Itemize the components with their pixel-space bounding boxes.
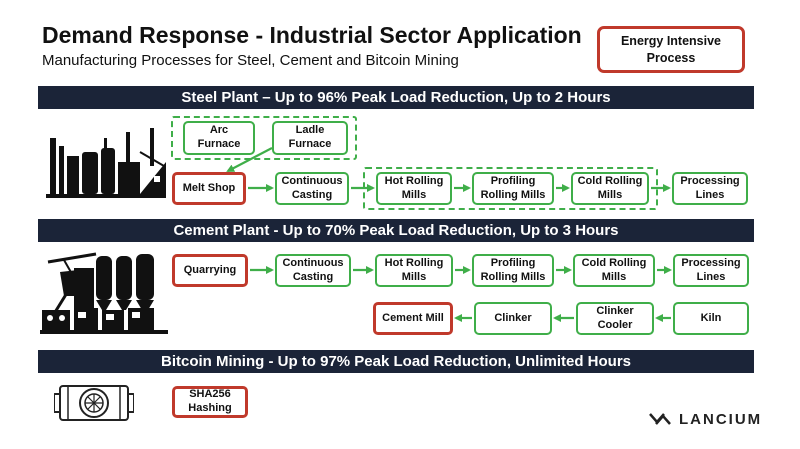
cement-processing-node: Processing Lines [673,254,749,287]
steel-plant-icon [46,122,166,198]
ladle-furnace-node: Ladle Furnace [272,121,348,155]
steel-profiling-node: Profiling Rolling Mills [472,172,554,205]
brand-name: LANCIUM [679,410,763,428]
steel-hot-rolling-node: Hot Rolling Mills [376,172,452,205]
steel-processing-node: Processing Lines [672,172,748,205]
cement-mill-node: Cement Mill [373,302,453,335]
sha256-hashing-node: SHA256 Hashing [172,386,248,418]
quarrying-node: Quarrying [172,254,248,287]
page-title: Demand Response - Industrial Sector Application [42,22,582,48]
bitcoin-banner: Bitcoin Mining - Up to 97% Peak Load Reduction, Unlimited Hours [38,350,754,373]
lancium-logo [648,408,762,430]
clinker-cooler-node: Clinker Cooler [576,302,654,335]
cement-banner: Cement Plant - Up to 70% Peak Load Reduction, Up to 3 Hours [38,219,754,242]
page-subtitle: Manufacturing Processes for Steel, Cement and Bitcoin Mining [42,52,459,69]
arc-furnace-node: Arc Furnace [183,121,255,155]
cement-profiling-node: Profiling Rolling Mills [472,254,554,287]
clinker-node: Clinker [474,302,552,335]
kiln-node: Kiln [673,302,749,335]
legend-energy-intensive: Energy Intensive Process [597,26,745,73]
cement-plant-icon [40,248,168,334]
cement-hot-rolling-node: Hot Rolling Mills [375,254,453,287]
cement-continuous-casting-node: Continuous Casting [275,254,351,287]
cement-cold-rolling-node: Cold Rolling Mills [573,254,655,287]
steel-continuous-casting-node: Continuous Casting [275,172,349,205]
melt-shop-node: Melt Shop [172,172,246,205]
steel-cold-rolling-node: Cold Rolling Mills [571,172,649,205]
lancium-logo-icon [648,408,672,430]
steel-banner: Steel Plant – Up to 96% Peak Load Reduction, Up to 2 Hours [38,86,754,109]
mining-rig-icon [54,384,134,422]
